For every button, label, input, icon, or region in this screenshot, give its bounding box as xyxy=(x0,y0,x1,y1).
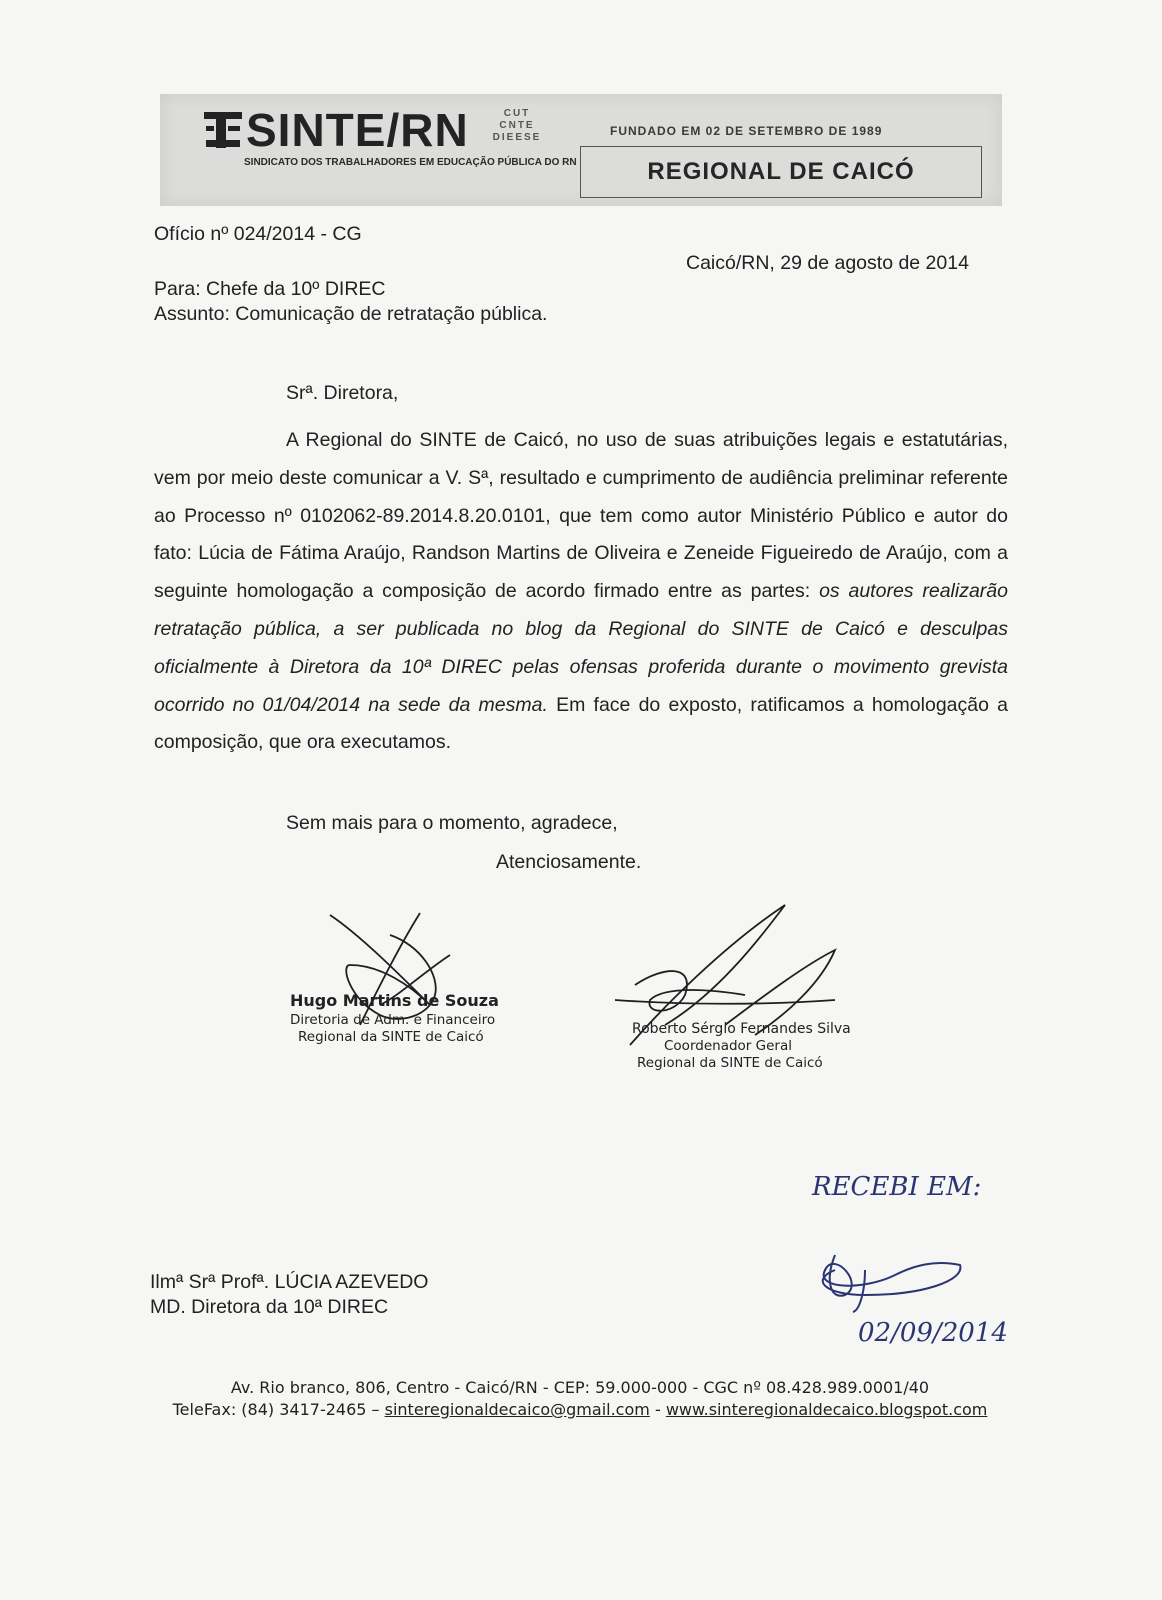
recipient-name: Ilmª Srª Profª. LÚCIA AZEVEDO xyxy=(150,1271,429,1293)
regional-box xyxy=(580,146,982,198)
body-end: Em face do exposto, ratificamos a homologação a composição, que ora executamos. xyxy=(154,693,1008,754)
body-paragraph xyxy=(154,422,1008,762)
recipient-title: MD. Diretora da 10ª DIREC xyxy=(150,1296,389,1318)
regional-title: REGIONAL DE CAICÓ xyxy=(647,158,915,185)
receipt-note: RECEBI EM: xyxy=(812,1172,982,1202)
receipt-date: 02/09/2014 xyxy=(858,1318,1008,1348)
receipt-initials-drawing xyxy=(805,1240,970,1315)
footer-address: Av. Rio branco, 806, Centro - Caicó/RN - CEP: 59.000-000 - CGC nº 08.428.989.0001/40 xyxy=(230,1378,930,1397)
footer-contact xyxy=(130,1400,1030,1419)
affiliations xyxy=(492,108,542,144)
signature-right-role: Coordenador Geral xyxy=(664,1038,792,1054)
date-line: Caicó/RN, 29 de agosto de 2014 xyxy=(686,252,969,274)
body-plain: A Regional do SINTE de Caicó, no uso de suas atribuições legais e estatutárias, vem por meio deste comunicar a V. Sª, resultado e cumprimento de audiência preliminar referente ao Processo nº 0102062-89.2014.8.20.0101, que tem como autor Ministério Público e autor do fato: Lúcia de Fátima Araújo, Randson Martins de Oliveira e Zeneide Figueiredo de Araújo, com a seguinte homologação a composição de acordo firmado entre as partes: xyxy=(154,429,1008,603)
org-name: SINTE/RN xyxy=(246,104,469,156)
signature-right-name: Roberto Sérgio Fernandes Silva xyxy=(632,1021,851,1037)
footer-phone: TeleFax: (84) 3417-2465 – xyxy=(172,1400,380,1419)
signature-left-name: Hugo Martins de Souza xyxy=(290,991,499,1010)
footer-separator: - xyxy=(654,1400,661,1419)
affiliation-cut: CUT xyxy=(503,108,531,119)
closing-regards: Atenciosamente. xyxy=(496,851,642,873)
closing-thanks: Sem mais para o momento, agradece, xyxy=(286,812,618,834)
logo xyxy=(202,104,577,168)
signature-left xyxy=(290,991,499,1046)
affiliation-cnte: CNTE xyxy=(499,120,535,131)
signature-left-org: Regional da SINTE de Caicó xyxy=(298,1029,484,1045)
signature-right-org: Regional da SINTE de Caicó xyxy=(637,1055,823,1071)
assunto-line: Assunto: Comunicação de retratação pública. xyxy=(154,303,548,325)
oficio-number: Ofício nº 024/2014 - CG xyxy=(154,223,362,245)
footer-email-link[interactable]: sinteregionaldecaico@gmail.com xyxy=(384,1400,650,1419)
affiliation-dieese: DIEESE xyxy=(492,132,542,143)
founded-date: FUNDADO EM 02 DE SETEMBRO DE 1989 xyxy=(610,124,883,138)
org-subtitle: SINDICATO DOS TRABALHADORES EM EDUCAÇÃO PÚBLICA DO RN xyxy=(244,157,577,168)
footer-website-link[interactable]: www.sinteregionaldecaico.blogspot.com xyxy=(665,1400,988,1419)
sinte-logo-icon xyxy=(202,108,244,150)
letterhead xyxy=(160,94,1002,206)
signature-right xyxy=(632,1021,851,1072)
para-line: Para: Chefe da 10º DIREC xyxy=(154,278,386,300)
signature-left-role: Diretoria de Adm. e Financeiro xyxy=(290,1012,496,1028)
body-italic: os autores realizarão retratação pública, a ser publicada no blog da Regional do SINTE de Caicó e desculpas oficialmente à Diretora da 10ª DIREC pelas ofensas proferida durante o movimento grevista ocorrido no 01/04/2014 na sede da mesma. xyxy=(154,580,1008,716)
salutation: Srª. Diretora, xyxy=(286,382,399,404)
